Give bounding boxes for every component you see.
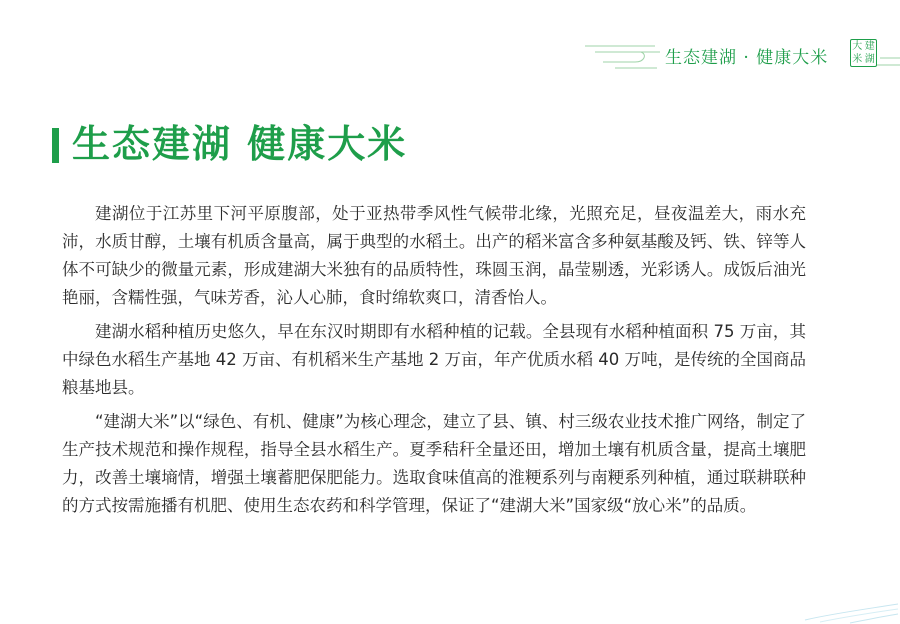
- seal-char: 湖: [864, 53, 875, 65]
- logo-seal: [850, 39, 877, 67]
- seal-char: 建: [864, 40, 875, 52]
- page-title: 生态建湖 健康大米: [72, 122, 408, 166]
- paragraph: 建湖水稻种植历史悠久，早在东汉时期即有水稻种植的记载。全县现有水稻种植面积 75 万亩，其中绿色水稻生产基地 42 万亩、有机稻米生产基地 2 万亩，年产优质水稻 40 万吨，是传统的全国商品粮基地县。: [62, 322, 806, 397]
- seal-char: 米: [852, 53, 863, 65]
- body-text: [62, 200, 806, 526]
- paragraph: “建湖大米”以“绿色、有机、健康”为核心理念，建立了县、镇、村三级农业技术推广网络，制定了生产技术规范和操作规程，指导全县水稻生产。夏季秸秆全量还田，增加土壤有机质含量，提高土壤肥力，改善土壤墒情，增强土壤蓄肥保肥能力。选取食味值高的淮粳系列与南粳系列种植，通过联耕联种的方式按需施播有机肥、使用生态农药和科学管理，保证了“建湖大米”国家级“放心米”的品质。: [62, 412, 806, 515]
- header-tagline: 生态建湖 · 健康大米: [665, 48, 829, 68]
- title-accent-bar: [52, 128, 59, 163]
- seal-char: 大: [852, 40, 863, 52]
- footer-wave-decoration: [800, 596, 900, 624]
- paragraph: 建湖位于江苏里下河平原腹部，处于亚热带季风性气候带北缘，光照充足，昼夜温差大，雨水充沛，水质甘醇，土壤有机质含量高，属于典型的水稻土。出产的稻米富含多种氨基酸及钙、铁、锌等人体不可缺少的微量元素，形成建湖大米独有的品质特性，珠圆玉润，晶莹剔透，光彩诱人。成饭后油光艳丽，含糯性强，气味芳香，沁人心肺，食时绵软爽口，清香怡人。: [62, 204, 806, 307]
